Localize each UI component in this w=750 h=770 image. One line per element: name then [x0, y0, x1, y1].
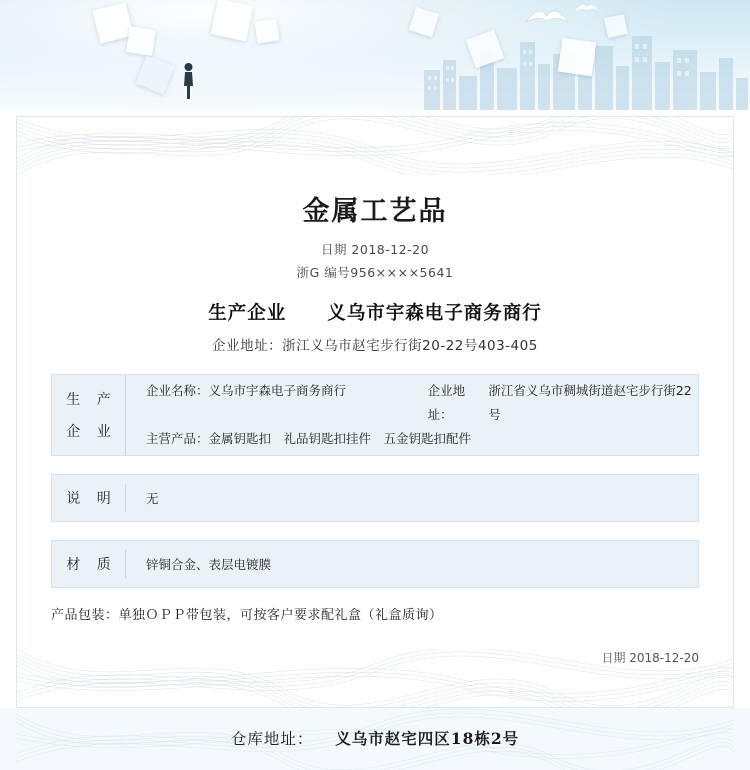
footer-warehouse-line: [0, 708, 750, 770]
floating-cube: [211, 0, 254, 41]
main-products-value: 金属钥匙扣 礼品钥匙扣挂件 五金钥匙扣配件: [208, 430, 472, 446]
page-title: 金属工艺品: [302, 196, 448, 227]
guilloche-pattern-top: [17, 117, 733, 175]
company-address-value: 浙江省义乌市稠城街道赵宅步行街22号: [488, 383, 692, 423]
floating-cube: [255, 19, 280, 44]
document-date: 日期 2018-12-20: [320, 242, 430, 257]
floating-cube: [604, 14, 628, 38]
producer-name: 义乌市宇森电子商务商行: [327, 303, 542, 324]
company-address-key: 企业地址：: [427, 383, 466, 423]
guilloche-pattern-bottom: [17, 649, 733, 707]
bottom-date: 日期 2018-12-20: [601, 651, 699, 665]
floating-cube: [126, 26, 156, 56]
seagull-icon: [524, 6, 570, 28]
sheet-content: [17, 179, 733, 666]
seagull-icon: [574, 2, 600, 14]
company-name-value: 义乌市宇森电子商务商行: [208, 383, 347, 399]
producer-heading: [17, 299, 733, 325]
company-address: 企业地址：浙江义乌市赵宅步行街20-22号403-405: [212, 338, 538, 354]
producer-label: 生产企业: [208, 303, 287, 324]
produce-box-label: [52, 375, 126, 455]
produce-label-line2: 企 业: [66, 424, 117, 440]
document-code: 浙G 编号956××××5641: [296, 265, 454, 280]
packaging-line: 产品包装：单独ＯＰＰ带包装，可按客户要求配礼盒（礼盒质询）: [51, 608, 443, 623]
note-box-text: 无: [146, 491, 159, 506]
company-name-key: 企业名称：: [146, 383, 209, 399]
material-box-label: 材 质: [52, 550, 126, 578]
material-box: [51, 540, 699, 588]
note-box-label: 说 明: [52, 484, 126, 512]
page-footer: [0, 708, 750, 770]
produce-info-box: [51, 374, 699, 456]
floating-cube: [558, 38, 596, 76]
material-box-text: 锌铜合金、表层电镀膜: [146, 557, 272, 572]
person-silhouette-icon: [182, 62, 195, 100]
note-box: [51, 474, 699, 522]
warehouse-address: 义乌市赵宅四区18栋2号: [335, 729, 520, 748]
produce-label-line1: 生 产: [66, 392, 117, 408]
produce-box-body: [126, 375, 698, 455]
page-banner: [0, 0, 750, 110]
main-products-key: 主营产品：: [146, 430, 209, 446]
produce-row: [146, 427, 698, 451]
certificate-sheet: [16, 116, 734, 708]
warehouse-label: 仓库地址：: [230, 730, 314, 748]
produce-row: [146, 379, 698, 427]
